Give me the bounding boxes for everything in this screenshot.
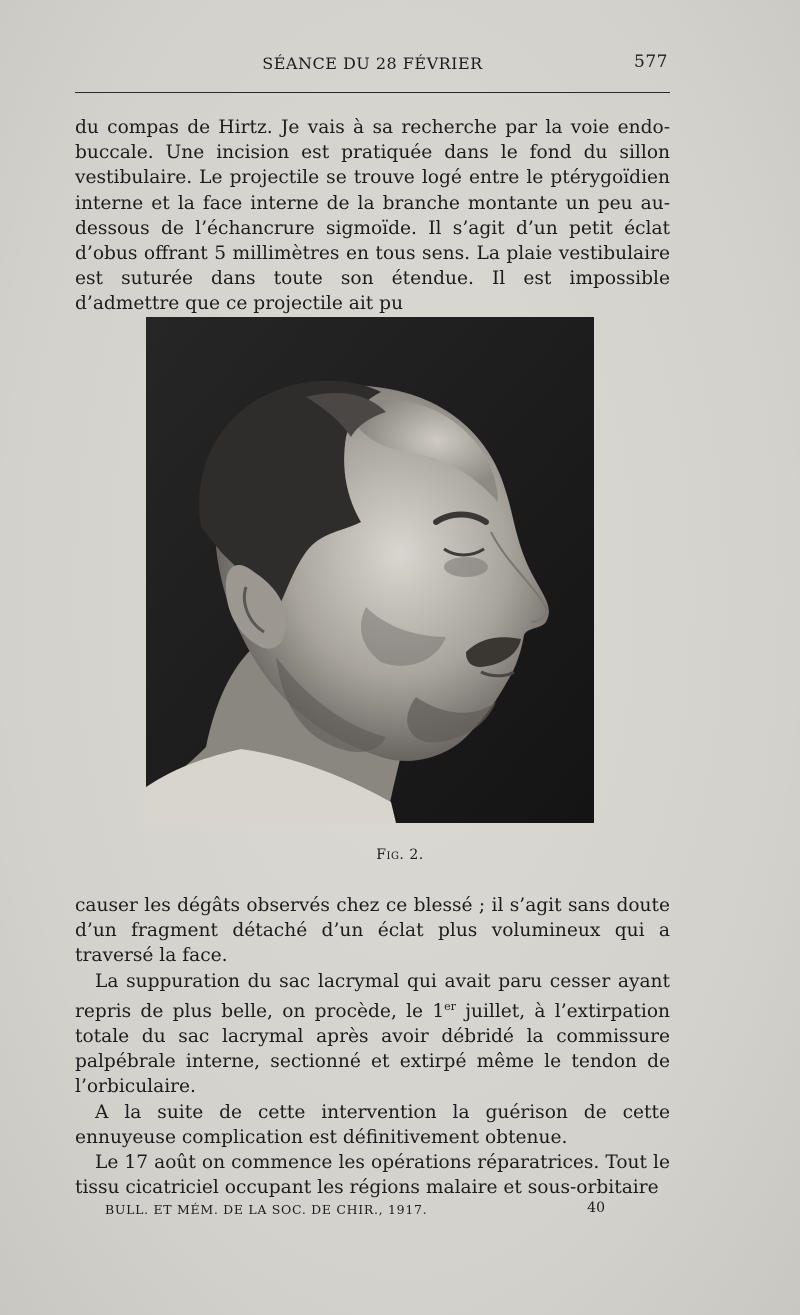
paragraph: causer les dégâts observés chez ce blessé ; il s’agit sans doute d’un fragment détaché d’un éclat plus volumineux qui a traversé la face. — [75, 895, 670, 967]
running-head-title: SÉANCE DU 28 FÉVRIER — [262, 54, 483, 73]
figure-caption — [0, 847, 800, 863]
ordinal-superscript: er — [444, 999, 456, 1013]
running-head — [75, 52, 670, 76]
photo-drawing — [146, 317, 594, 823]
figure-caption-text: Fig. 2. — [376, 847, 424, 863]
paragraph: Le 17 août on commence les opérations réparatrices. Tout le tissu cicatriciel occupant les régions malaire et sous-orbitaire — [75, 1152, 670, 1199]
paragraph: du compas de Hirtz. Je vais à sa recherche par la voie endo-buccale. Une incision est pratiquée dans le fond du sillon vestibulaire. Le projectile se trouve logé entre le ptérygoïdien interne et la face interne de la branche montante un peu au-dessous de l’échancrure sigmoïde. Il s’agit d’un petit éclat d’obus offrant 5 millimètres en tous sens. La plaie vestibulaire est suturée dans toute son étendue. Il est impossible d’admettre que ce projectile ait pu — [75, 117, 670, 315]
header-rule — [75, 92, 670, 93]
paragraph — [75, 969, 670, 1100]
footer-source: BULL. ET MÉM. DE LA SOC. DE CHIR., 1917. — [105, 1202, 428, 1217]
bottom-text-block — [75, 893, 670, 1200]
page-footer — [105, 1200, 605, 1220]
paragraph-text-after: juillet, à l’extirpation totale du sac lacrymal après avoir débridé la commissure palpébrale interne, sectionné et extirpé même le tendon de l’orbiculaire. — [75, 1000, 671, 1098]
signature-mark: 40 — [587, 1200, 605, 1216]
paragraph-text-before: La suppuration du sac lacrymal qui avait paru cesser ayant repris de plus belle, on procède, le 1 — [75, 970, 670, 1022]
patient-profile-photo — [146, 317, 594, 823]
page-number: 577 — [634, 52, 668, 72]
paragraph: A la suite de cette intervention la guérison de cette ennuyeuse complication est définitivement obtenue. — [75, 1101, 670, 1148]
top-text-block — [75, 115, 670, 317]
